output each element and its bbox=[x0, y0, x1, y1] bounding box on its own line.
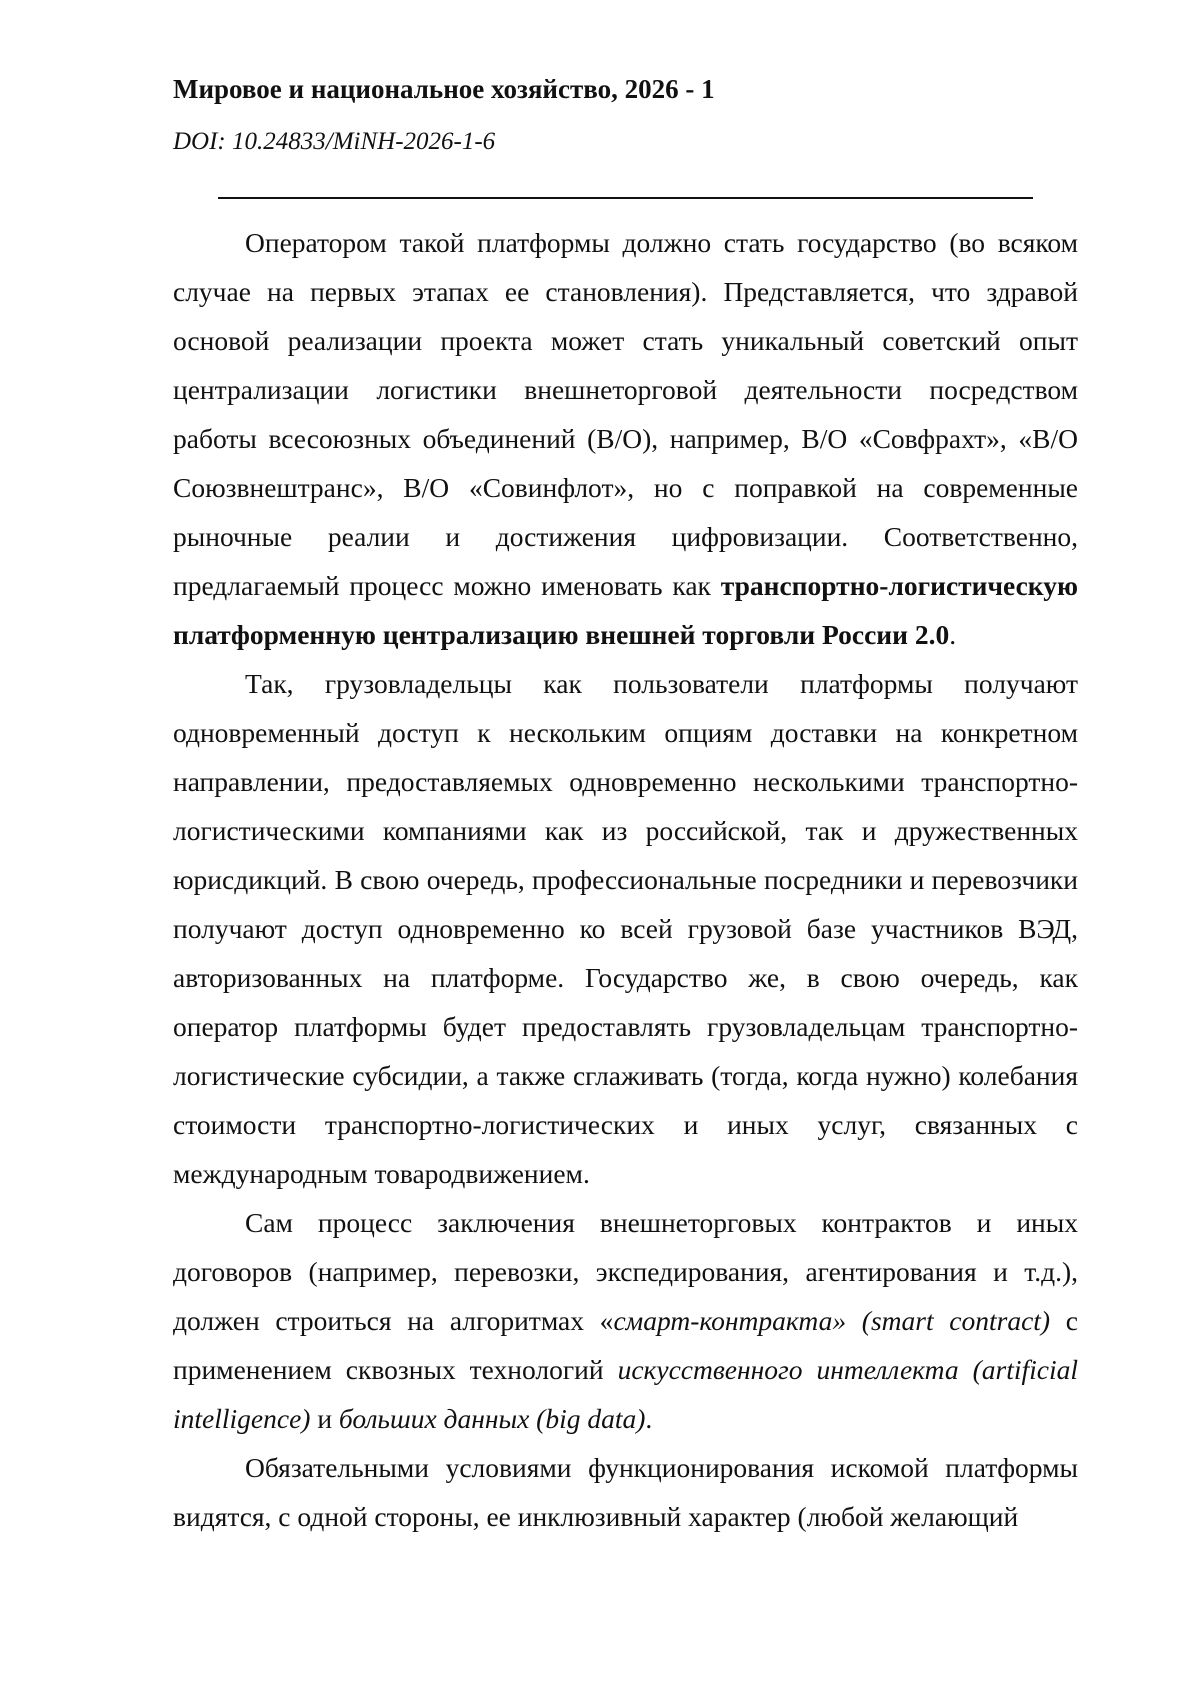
article-body bbox=[173, 218, 1078, 1541]
paragraph-3-italic-1: смарт-контракта» (smart contract) bbox=[613, 1305, 1051, 1336]
paragraph-3-part-2: с применением сквозных технологий bbox=[173, 1305, 1078, 1385]
header-rule bbox=[218, 197, 1033, 199]
paragraph-3-part-1: Сам процесс заключения внешнеторговых контрактов и иных договоров (например, перевозки, экспедирования, агентирования и т.д.), должен строиться на алгоритмах « bbox=[173, 1207, 1078, 1336]
paragraph-2: Так, грузовладельцы как пользователи платформы получают одновременный доступ к нескольким опциям доставки на конкретном направлении, предоставляемых одновременно несколькими транспортно-логистическими компаниями как из российской, так и дружественных юрисдикций. В свою очередь, профессиональные посредники и перевозчики получают доступ одновременно ко всей грузовой базе участников ВЭД, авторизованных на платформе. Государство же, в свою очередь, как оператор платформы будет предоставлять грузовладельцам транспортно-логистические субсидии, а также сглаживать (тогда, когда нужно) колебания стоимости транспортно-логистических и иных услуг, связанных с международным товародвижением. bbox=[173, 668, 1078, 1189]
doi-line: DOI: 10.24833/MiNH-2026-1-6 bbox=[173, 128, 496, 155]
paragraph-1-tail: . bbox=[949, 619, 957, 650]
paragraph-3-part-4: . bbox=[645, 1403, 653, 1434]
paragraph-3-part-3: и bbox=[310, 1403, 339, 1434]
journal-title: Мировое и национальное хозяйство, 2026 - 1 bbox=[173, 74, 715, 104]
paragraph-3-italic-3: больших данных (big data) bbox=[338, 1403, 646, 1434]
paragraph-1-text: Оператором такой платформы должно стать государство (во всяком случае на первых этапах ее становления). Представляется, что здравой основой реализации проекта может стать уникальный советский опыт централизации логистики внешнеторговой деятельности посредством работы всесоюзных объединений (В/О), например, В/О «Совфрахт», «В/О Союзвнештранс», В/О «Совинфлот», но с поправкой на современные рыночные реалии и достижения цифровизации. Соответственно, предлагаемый процесс можно именовать как bbox=[173, 227, 1078, 601]
paragraph-4: Обязательными условиями функционирования искомой платформы видятся, с одной стороны, ее инклюзивный характер (любой желающий bbox=[173, 1452, 1078, 1532]
paragraph-3 bbox=[173, 1198, 1078, 1443]
paragraph-1-bold-term: транспортно-логистическую платформенную централизацию внешней торговли России 2.0 bbox=[173, 570, 1078, 650]
paragraph-1 bbox=[173, 218, 1078, 659]
paragraph-3-italic-2: искусственного интеллекта (artificial intelligence) bbox=[173, 1354, 1078, 1434]
